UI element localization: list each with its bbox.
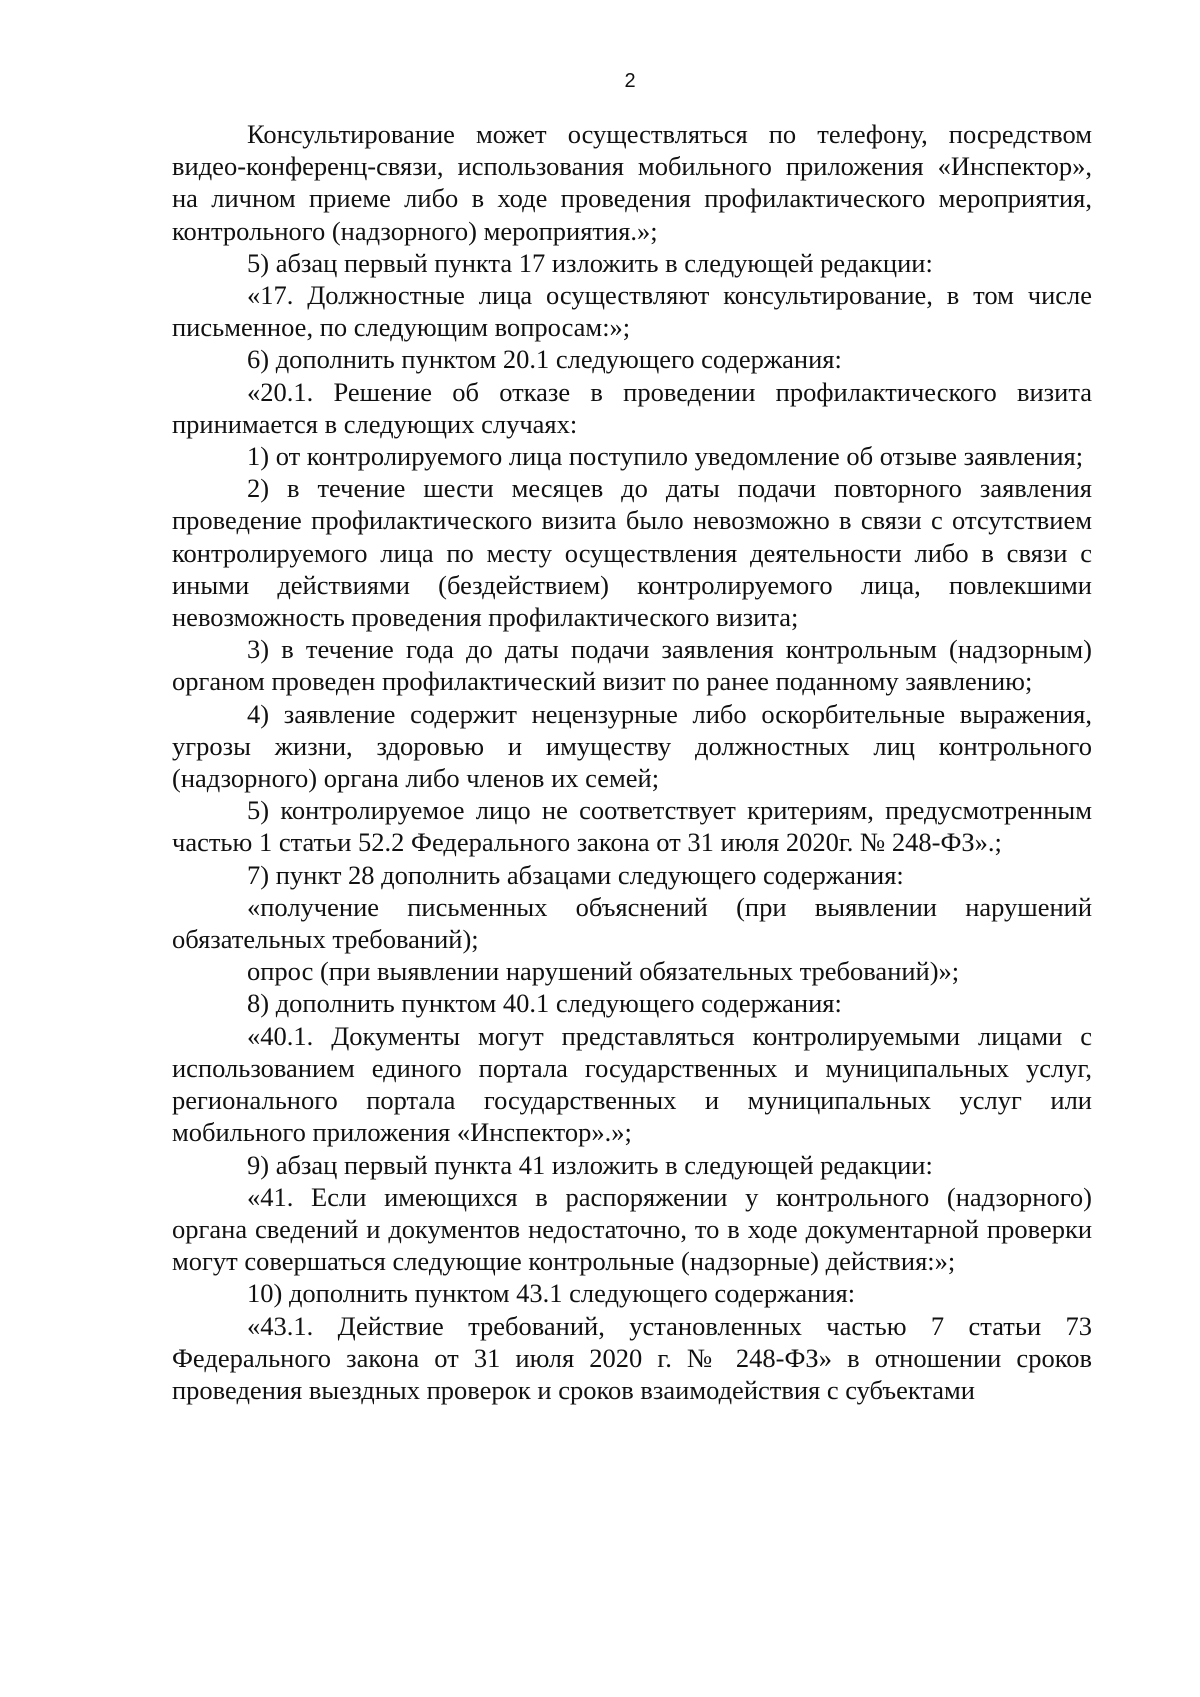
paragraph: 5) абзац первый пункта 17 изложить в следующей редакции:: [247, 247, 933, 278]
paragraph: 8) дополнить пунктом 40.1 следующего содержания:: [247, 988, 842, 1019]
paragraph: «40.1. Документы могут представляться контролируемыми лицами с использованием единого портала государственных и муниципальных услуг, регионального портала государственных и муниципальных услуг или мобильного приложения «Инспектор».»;: [172, 1020, 1092, 1148]
paragraph: «17. Должностные лица осуществляют консультирование, в том числе письменное, по следующим вопросам:»;: [172, 280, 1092, 343]
document-body: [172, 118, 1092, 1406]
paragraph: «41. Если имеющихся в распоряжении у контрольного (надзорного) органа сведений и документов недостаточно, то в ходе документарной проверки могут совершаться следующие контрольные (надзорные) действия:»;: [172, 1181, 1092, 1277]
paragraph: 9) абзац первый пункта 41 изложить в следующей редакции:: [247, 1149, 933, 1180]
paragraph: «получение письменных объяснений (при выявлении нарушений обязательных требований);: [172, 891, 1092, 955]
paragraph: 6) дополнить пунктом 20.1 следующего содержания:: [247, 344, 842, 375]
paragraph: 2) в течение шести месяцев до даты подачи повторного заявления проведение профилактического визита было невозможно в связи с отсутствием контролируемого лица по месту осуществления деятельности либо в связи с иными действиями (бездействием) контролируемого лица, повлекшими невозможность проведения профилактического визита;: [172, 473, 1092, 633]
paragraph: Консультирование может осуществляться по телефону, посредством видео-конференц-связи, использования мобильного приложения «Инспектор», на личном приеме либо в ходе проведения профилактического мероприятия, контрольного (надзорного) мероприятия.»;: [172, 119, 1092, 246]
paragraph: 4) заявление содержит нецензурные либо оскорбительные выражения, угрозы жизни, здоровью и имуществу должностных лиц контрольного (надзорного) органа либо членов их семей;: [172, 698, 1092, 794]
paragraph: 7) пункт 28 дополнить абзацами следующего содержания:: [247, 859, 904, 890]
paragraph: 1) от контролируемого лица поступило уведомление об отзыве заявления;: [247, 441, 1084, 472]
page-number: 2: [624, 70, 636, 92]
paragraph: 5) контролируемое лицо не соответствует критериям, предусмотренным частью 1 статьи 52.2 Федерального закона от 31 июля 2020г. № 248-ФЗ».;: [172, 795, 1092, 858]
paragraph: «43.1. Действие требований, установленных частью 7 статьи 73 Федерального закона от 31 июля 2020 г. № 248-ФЗ» в отношении сроков проведения выездных проверок и сроков взаимодействия с субъектами: [172, 1310, 1092, 1405]
paragraph: 10) дополнить пунктом 43.1 следующего содержания:: [247, 1278, 856, 1309]
paragraph: опрос (при выявлении нарушений обязательных требований)»;: [247, 956, 960, 987]
paragraph: 3) в течение года до даты подачи заявления контрольным (надзорным) органом проведен профилактический визит по ранее поданному заявлению;: [172, 634, 1092, 697]
paragraph: «20.1. Решение об отказе в проведении профилактического визита принимается в следующих случаях:: [172, 376, 1092, 439]
